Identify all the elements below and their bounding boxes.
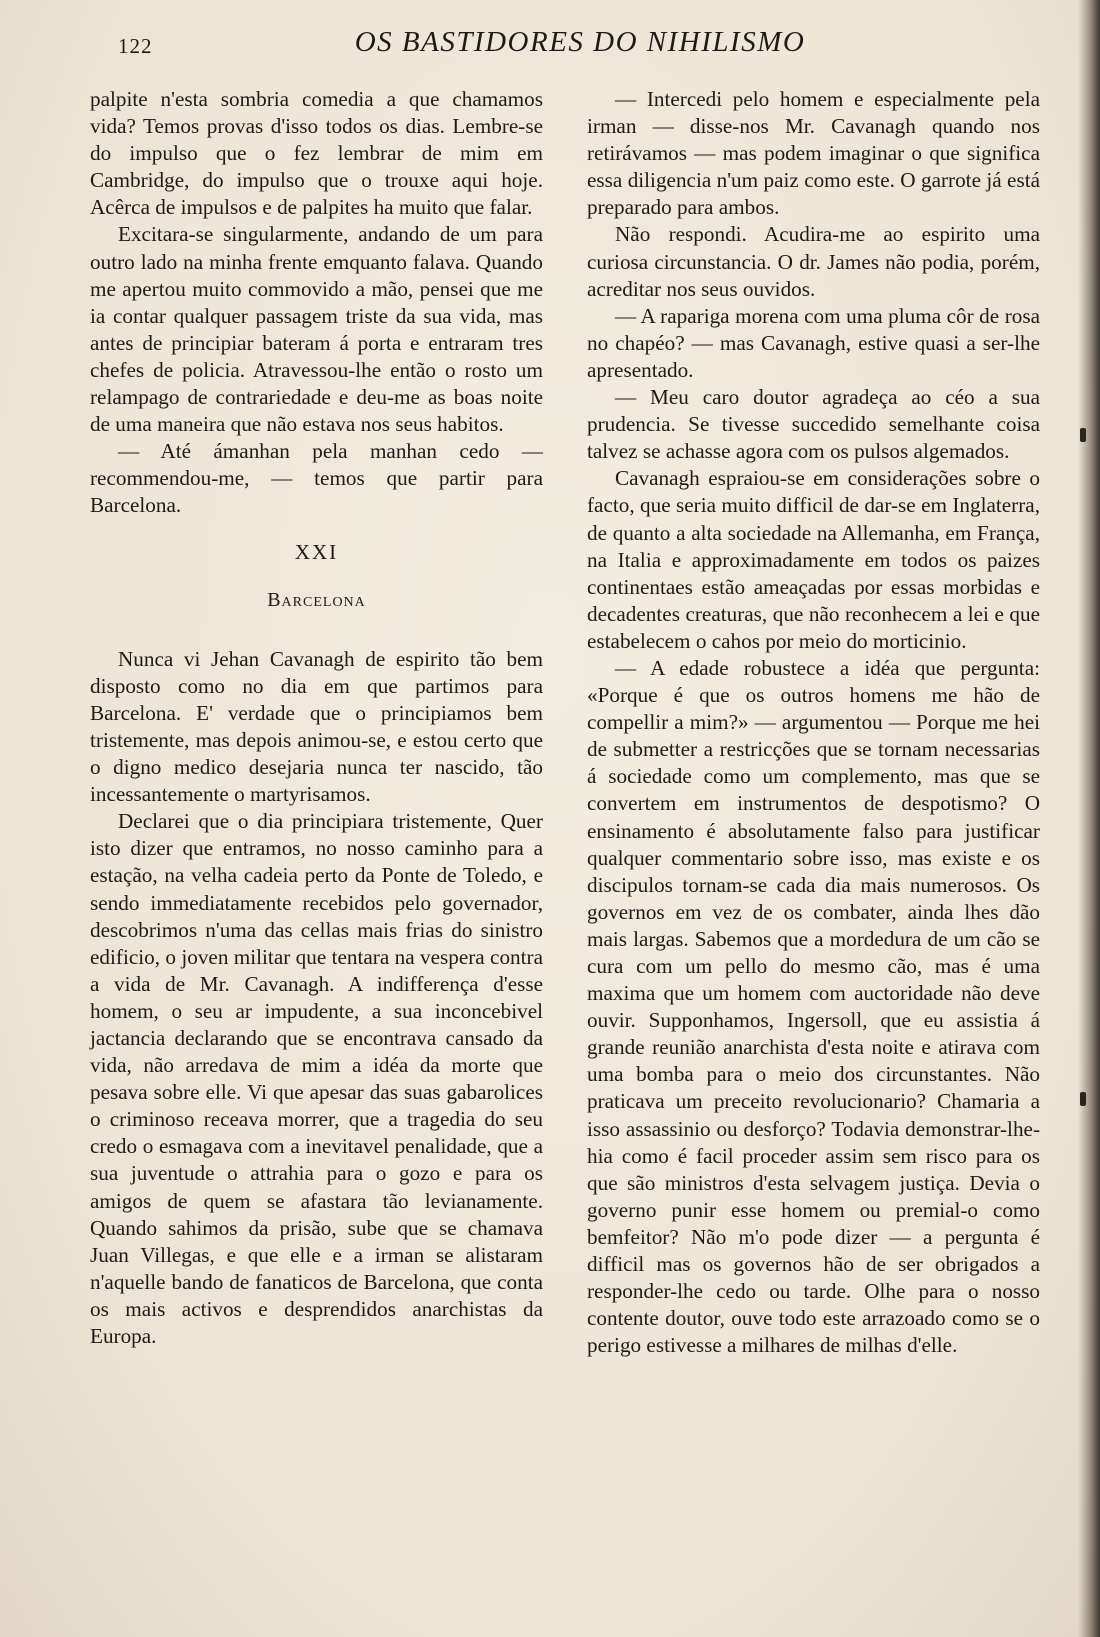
ink-mark [1080, 1092, 1086, 1106]
paragraph: — Intercedi pelo homem e especialmente pela irman — disse-nos Mr. Cavanagh quando nos retirávamos — mas podem imaginar o que significa essa diligencia n'um paiz como este. O garrote já está preparado para ambos. [587, 87, 1040, 220]
paragraph: — Meu caro doutor agradeça ao céo a sua prudencia. Se tivesse succedido semelhante coisa talvez se achasse agora com os pulsos algemados. [587, 385, 1040, 464]
left-column [90, 86, 543, 1350]
right-column [587, 86, 1040, 1359]
paragraph: — A edade robustece a idéa que pergunta: «Porque é que os outros homens me hão de compellir a mim?» — argumentou — Porque me hei de submetter a restricções que se tornam necessarias á sociedade como um complemento, mas que se convertem em instrumentos de despotismo? O ensinamento é absolutamente falso para justificar qualquer commentario sobre isso, mas existe e os discipulos tornam-se cada dia mais numerosos. Os governos em vez de os combater, ainda lhes dão mais largas. Sabemos que a mordedura de um cão se cura com um pello do mesmo cão, mas é uma maxima que um homem com auctoridade não deve ouvir. Supponhamos, Ingersoll, que eu assistia á grande reunião anarchista d'esta noite e atirava com uma bomba para o meio dos circunstantes. Não praticava um preceito revolucionario? Chamaria a isso assassinio ou desforço? Todavia demonstrar-lhe-hia como é facil proceder assim sem risco para os que são ministros d'esta selvagem justiça. Devia o governo punir esse homem ou premial-o como bemfeitor? Não m'o pode dizer — a pergunta é difficil mas os governos hão de ser obrigados a responder-lhe cedo ou tarde. Olhe para o nosso contente doutor, ouve todo este arrazoado como se o perigo estivesse a milhares de milhas d'elle. [587, 655, 1040, 1358]
paragraph: — A rapariga morena com uma pluma côr de rosa no chapéo? — mas Cavanagh, estive quasi a ser-lhe apresentado. [587, 303, 1040, 382]
paragraph: palpite n'esta sombria comedia a que chamamos vida? Temos provas d'isso todos os dias. Lembre-se do impulso que o fez lembrar de mim em Cambridge, do impulso que o trouxe aqui hoje. Acêrca de impulsos e de palpites ha muito que falar. [90, 87, 543, 220]
paragraph: Declarei que o dia principiara tristemente, Quer isto dizer que entramos, no nosso caminho para a estação, na velha cadeia perto da Ponte de Toledo, e sendo immediatamente recebidos pelo governador, descobrimos n'uma das cellas mais frias do sinistro edificio, o joven militar que tentara na vespera contra a vida de Mr. Cavanagh. A indifferença d'esse homem, o seu ar impudente, a sua inconcebivel jactancia declarando que se encontrava cansado da vida, não arredava de mim a idéa da morte que pesava sobre elle. Vi que apesar das suas gabarolices o criminoso receava morrer, que a tragedia do seu credo o esmagava com a inevitavel penalidade, que a sua juventude o attrahia para o gozo e para os amigos de quem se afastara tão levianamente. Quando sahimos da prisão, sube que se chamava Juan Villegas, e que elle e a irman se alistaram n'aquelle bando de fanaticos de Barcelona, que conta os mais activos e desprendidos anarchistas da Europa. [90, 809, 543, 1349]
page-number: 122 [118, 34, 153, 58]
paragraph: Cavanagh espraiou-se em considerações sobre o facto, que seria muito difficil de dar-se em Inglaterra, de quanto a alta sociedade na Allemanha, em França, na Italia e approximadamente em todos os paizes continentaes estão ameaçadas por essas morbidas e decadentes creaturas, que não reconhecem a lei e que estabelecem o cahos por meio do morticinio. [587, 466, 1040, 653]
paragraph: Não respondi. Acudira-me ao espirito uma curiosa circunstancia. O dr. James não podia, porém, acreditar nos seus ouvidos. [587, 222, 1040, 301]
chapter-title: Barcelona [267, 588, 366, 611]
ink-mark [1080, 428, 1086, 442]
page-binding-shadow [1078, 0, 1100, 1637]
chapter-number: XXI [294, 539, 339, 564]
paragraph: Nunca vi Jehan Cavanagh de espirito tão bem disposto como no dia em que partimos para Barcelona. E' verdade que o principiamos bem tristemente, mas depois animou-se, e estou certo que o digno medico desejaria nunca ter nascido, tão incessantemente o martyrisamos. [90, 646, 543, 807]
paragraph: — Até ámanhan pela manhan cedo — recommendou-me, — temos que partir para Barcelona. [90, 439, 543, 518]
running-title: OS BASTIDORES DO NIHILISMO [354, 26, 806, 58]
paragraph: Excitara-se singularmente, andando de um para outro lado na minha frente emquanto falava. Quando me apertou muito commovido a mão, pensei que me ia contar qualquer passagem triste da sua vida, mas antes de principiar bateram á porta e entraram tres chefes de policia. Atravessou-lhe então o rosto um relampago de contrariedade e deu-me as boas noite de uma maneira que não estava nos seus habitos. [90, 222, 543, 437]
